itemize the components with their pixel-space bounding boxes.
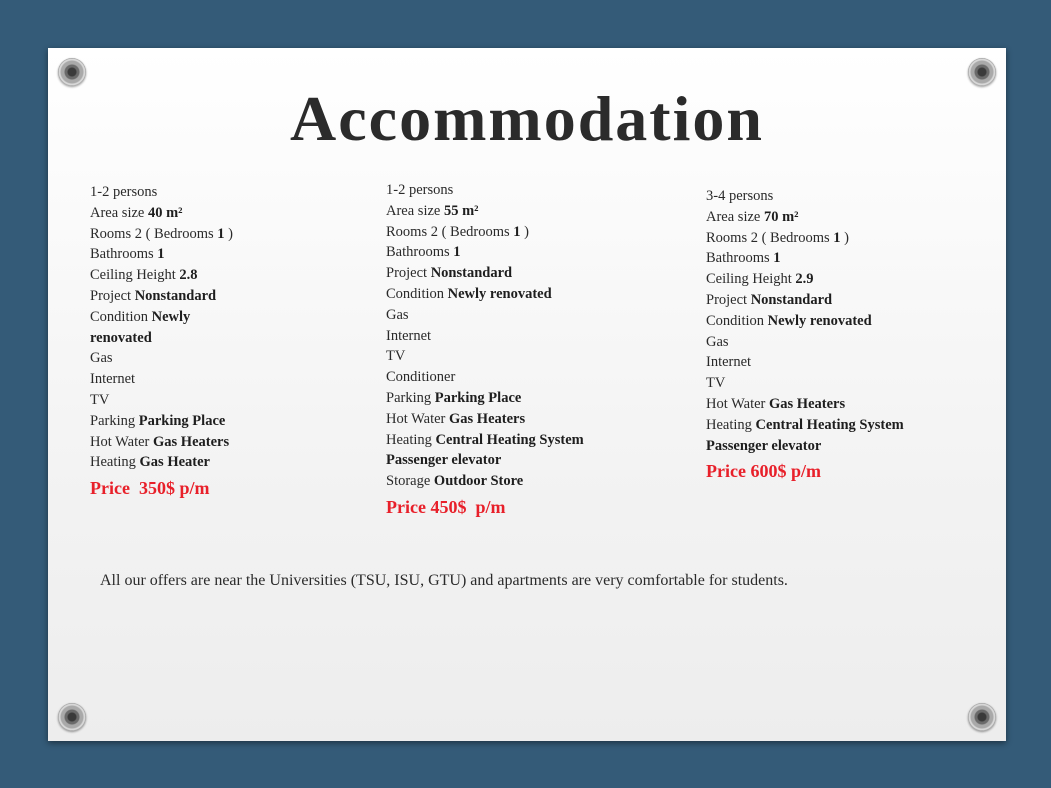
spec-label: Conditioner: [386, 369, 456, 386]
pin-icon: [58, 703, 86, 731]
spec-line: [386, 201, 584, 222]
spec-value: Nonstandard: [134, 287, 217, 304]
spec-line: [386, 263, 584, 284]
spec-label: Heating: [90, 454, 136, 471]
spec-label: Gas: [386, 306, 409, 323]
spec-line: [90, 432, 233, 453]
spec-value: 1: [773, 250, 781, 267]
spec-line: [706, 352, 904, 373]
spec-value: Parking Place: [434, 389, 522, 406]
spec-label: Project: [90, 287, 132, 304]
spec-line: [706, 186, 904, 207]
spec-label: Parking: [386, 389, 432, 406]
spec-label: TV: [386, 348, 406, 365]
spec-label: Bathrooms: [90, 246, 154, 263]
spec-value: Newly: [151, 308, 191, 325]
spec-value: Passenger elevator: [386, 452, 502, 469]
spec-value: Nonstandard: [430, 265, 513, 282]
spec-line: [386, 326, 584, 347]
spec-label: Condition: [386, 285, 445, 302]
spec-line: [90, 369, 233, 390]
spec-value: 2.8: [179, 267, 198, 284]
spec-line: [386, 471, 584, 492]
spec-line: [386, 346, 584, 367]
spec-line: [386, 305, 584, 326]
price-label: Price 600$ p/m: [706, 461, 821, 482]
spec-line: [90, 265, 233, 286]
spec-line: [706, 311, 904, 332]
spec-line: [706, 207, 904, 228]
spec-line: [706, 290, 904, 311]
spec-line: [706, 415, 904, 436]
spec-line: [706, 436, 904, 457]
spec-label: Heating: [706, 416, 752, 433]
spec-label: Ceiling Height: [706, 271, 792, 288]
slide: [48, 48, 1006, 741]
spec-label: Hot Water: [90, 433, 150, 450]
spec-line: [90, 348, 233, 369]
spec-value: 70 m²: [763, 208, 799, 225]
spec-line: [706, 248, 904, 269]
spec-line: [90, 286, 233, 307]
spec-line: [90, 452, 233, 473]
spec-value: renovated: [90, 329, 152, 346]
spec-label: Rooms 2 ( Bedrooms: [706, 229, 830, 246]
spec-value: 40 m²: [147, 204, 183, 221]
spec-value: Nonstandard: [750, 291, 833, 308]
spec-line: [386, 430, 584, 451]
spec-line: [706, 394, 904, 415]
spec-value: Newly renovated: [767, 312, 872, 329]
spec-line: [706, 332, 904, 353]
spec-line: [706, 373, 904, 394]
spec-label: Rooms 2 ( Bedrooms: [90, 225, 214, 242]
spec-line: [386, 242, 584, 263]
spec-label: Gas: [706, 333, 729, 350]
spec-line: [706, 269, 904, 290]
spec-line: [90, 328, 233, 349]
spec-label: 1-2 persons: [386, 182, 454, 198]
spec-value: Outdoor Store: [433, 473, 524, 490]
spec-label: Ceiling Height: [90, 267, 176, 284]
spec-line: [386, 284, 584, 305]
spec-line: [90, 203, 233, 224]
spec-line: [386, 222, 584, 243]
spec-value: Gas Heaters: [769, 395, 846, 412]
spec-label: Internet: [706, 354, 752, 371]
spec-value: 1: [833, 229, 841, 246]
spec-label: 1-2 persons: [90, 184, 158, 200]
offer-column-3: [706, 186, 904, 484]
spec-label: Area size: [706, 208, 761, 225]
spec-label: Internet: [90, 371, 136, 388]
spec-label: Heating: [386, 431, 432, 448]
spec-label: Hot Water: [706, 395, 766, 412]
spec-label: TV: [706, 375, 726, 392]
offer-column-1: [90, 182, 233, 501]
spec-label: Bathrooms: [386, 244, 450, 261]
spec-value: 2.9: [795, 271, 814, 288]
spec-line: [90, 182, 233, 203]
spec-value: 55 m²: [443, 202, 479, 219]
spec-value: 1: [157, 246, 165, 263]
spec-value: Gas Heater: [139, 454, 210, 471]
spec-line: [386, 450, 584, 471]
price-label: Price 350$ p/m: [90, 478, 210, 499]
spec-suffix: ): [224, 225, 233, 242]
spec-label: Gas: [90, 350, 113, 367]
spec-line: [386, 409, 584, 430]
spec-value: Newly renovated: [447, 285, 552, 302]
spec-line: [386, 388, 584, 409]
spec-line: [90, 244, 233, 265]
spec-label: Parking: [90, 412, 136, 429]
spec-label: Storage: [386, 473, 431, 490]
spec-label: Project: [386, 265, 428, 282]
spec-value: Passenger elevator: [706, 437, 822, 454]
spec-line: [90, 307, 233, 328]
spec-line: [90, 390, 233, 411]
spec-label: Bathrooms: [706, 250, 770, 267]
spec-label: Condition: [90, 308, 149, 325]
spec-suffix: ): [520, 223, 529, 240]
spec-label: 3-4 persons: [706, 188, 774, 204]
spec-label: Area size: [90, 204, 145, 221]
footer-note: All our offers are near the Universities (TSU, ISU, GTU) and apartments are very comfortable for students.: [100, 572, 788, 589]
spec-value: Central Heating System: [755, 416, 904, 433]
spec-value: 1: [513, 223, 521, 240]
spec-label: Condition: [706, 312, 765, 329]
spec-value: Parking Place: [138, 412, 226, 429]
spec-label: Hot Water: [386, 410, 446, 427]
spec-value: Central Heating System: [435, 431, 584, 448]
spec-label: TV: [90, 391, 110, 408]
spec-label: Rooms 2 ( Bedrooms: [386, 223, 510, 240]
spec-value: 1: [217, 225, 225, 242]
spec-label: Area size: [386, 202, 441, 219]
spec-suffix: ): [840, 229, 849, 246]
spec-value: Gas Heaters: [449, 410, 526, 427]
spec-line: [90, 224, 233, 245]
price-label: Price 450$ p/m: [386, 496, 506, 517]
slide-title: Accommodation: [290, 83, 764, 154]
spec-line: [386, 180, 584, 201]
pin-icon: [968, 703, 996, 731]
spec-value: Gas Heaters: [153, 433, 230, 450]
spec-line: [386, 367, 584, 388]
spec-line: [706, 228, 904, 249]
offer-column-2: [386, 180, 584, 520]
spec-label: Internet: [386, 327, 432, 344]
spec-line: [90, 411, 233, 432]
spec-value: 1: [453, 244, 461, 261]
spec-label: Project: [706, 291, 748, 308]
